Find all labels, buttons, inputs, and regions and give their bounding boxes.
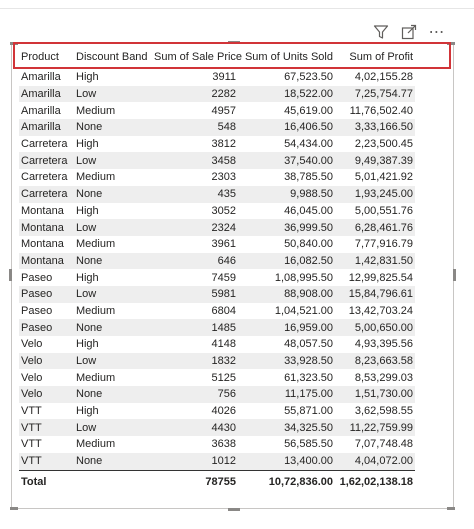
cell-sale-price: 3638: [211, 438, 236, 451]
cell-profit: 6,28,461.76: [335, 219, 415, 236]
total-profit: 1,62,02,138.18: [335, 470, 415, 493]
cell-sale-price: 5981: [152, 286, 238, 303]
cell-discount-band: Medium: [76, 238, 116, 251]
cell-units-sold: 88,908.00: [238, 286, 335, 303]
resize-handle[interactable]: [447, 507, 455, 510]
cell-product: Montana: [21, 204, 64, 217]
cell-sale-price: 7459: [211, 271, 236, 284]
resize-handle[interactable]: [228, 508, 240, 511]
table-row[interactable]: [19, 419, 415, 436]
resize-handle[interactable]: [10, 507, 18, 510]
table-row[interactable]: [19, 319, 415, 336]
cell-profit: 4,02,155.28: [354, 71, 413, 84]
cell-discount-band: None: [74, 119, 152, 136]
cell-units-sold: 13,400.00: [238, 453, 335, 470]
cell-sale-price: 3961: [211, 238, 236, 251]
cell-units-sold: 34,325.50: [238, 419, 335, 436]
cell-discount-band: Low: [74, 219, 152, 236]
table-row[interactable]: [19, 203, 415, 220]
cell-product: Carretera: [19, 186, 74, 203]
cell-product: Montana: [19, 253, 74, 270]
cell-units-sold: 18,522.00: [238, 86, 335, 103]
cell-profit: 8,23,663.58: [335, 353, 415, 370]
cell-discount-band: High: [76, 271, 99, 284]
table-row[interactable]: [19, 102, 415, 119]
cell-profit: 2,23,500.45: [354, 138, 413, 151]
cell-discount-band: Medium: [76, 171, 116, 184]
cell-profit: 9,49,387.39: [335, 152, 415, 169]
cell-units-sold: 9,988.50: [238, 186, 335, 203]
table-row[interactable]: [19, 69, 415, 86]
cell-profit: 11,22,759.99: [335, 419, 415, 436]
cell-discount-band: None: [74, 319, 152, 336]
total-units-sold: 10,72,836.00: [238, 470, 335, 493]
table-body: [19, 69, 415, 470]
cell-units-sold: 37,540.00: [238, 152, 335, 169]
cell-sale-price: 6804: [211, 304, 236, 317]
cell-profit: 11,76,502.40: [349, 104, 413, 117]
table-row[interactable]: [19, 453, 415, 470]
cell-profit: 5,01,421.92: [354, 171, 413, 184]
cell-units-sold: 16,959.00: [238, 319, 335, 336]
column-header-profit[interactable]: Sum of Profit: [349, 50, 413, 63]
cell-units-sold: 11,175.00: [238, 386, 335, 403]
resize-handle[interactable]: [453, 269, 456, 281]
cell-product: Velo: [19, 353, 74, 370]
cell-product: Paseo: [21, 271, 53, 284]
cell-units-sold: 33,928.50: [238, 353, 335, 370]
cell-sale-price: 2303: [211, 171, 236, 184]
cell-discount-band: High: [76, 138, 99, 151]
cell-discount-band: High: [76, 405, 99, 418]
table-row[interactable]: [19, 436, 415, 453]
cell-units-sold: 55,871.00: [284, 405, 333, 418]
cell-product: Amarilla: [19, 86, 74, 103]
cell-discount-band: None: [74, 386, 152, 403]
filter-icon[interactable]: [370, 22, 392, 42]
cell-profit: 4,93,395.56: [354, 338, 413, 351]
cell-discount-band: None: [74, 253, 152, 270]
cell-product: Velo: [21, 338, 43, 351]
cell-profit: 12,99,825.54: [348, 271, 413, 284]
cell-discount-band: None: [74, 186, 152, 203]
cell-sale-price: 646: [152, 253, 238, 270]
cell-units-sold: 50,840.00: [284, 238, 333, 251]
cell-product: Velo: [19, 386, 74, 403]
cell-product: Amarilla: [19, 119, 74, 136]
cell-units-sold: 61,323.50: [284, 371, 333, 384]
cell-product: Carretera: [21, 171, 68, 184]
cell-units-sold: 54,434.00: [284, 138, 333, 151]
cell-units-sold: 16,406.50: [238, 119, 335, 136]
table-row[interactable]: [19, 236, 415, 253]
cell-profit: 1,51,730.00: [335, 386, 415, 403]
cell-product: VTT: [19, 453, 74, 470]
cell-product: Velo: [21, 371, 43, 384]
table-row[interactable]: [19, 386, 415, 403]
cell-discount-band: High: [76, 204, 99, 217]
cell-product: VTT: [19, 419, 74, 436]
table-row[interactable]: [19, 336, 415, 353]
cell-product: Amarilla: [21, 71, 61, 84]
cell-profit: 1,93,245.00: [335, 186, 415, 203]
cell-units-sold: 1,08,995.50: [274, 271, 333, 284]
cell-discount-band: None: [74, 453, 152, 470]
column-header-sale-price[interactable]: Sum of Sale Price: [154, 50, 243, 63]
cell-discount-band: Medium: [76, 371, 116, 384]
cell-product: Montana: [19, 219, 74, 236]
table-row[interactable]: [19, 303, 415, 320]
cell-discount-band: Low: [74, 286, 152, 303]
cell-profit: 3,62,598.55: [354, 405, 413, 418]
top-divider: [0, 8, 474, 9]
cell-sale-price: 2324: [152, 219, 238, 236]
cell-discount-band: Medium: [76, 304, 116, 317]
cell-sale-price: 3911: [212, 71, 236, 84]
cell-sale-price: 3812: [211, 138, 236, 151]
cell-sale-price: 548: [152, 119, 238, 136]
cell-profit: 7,77,916.79: [354, 238, 413, 251]
cell-units-sold: 36,999.50: [238, 219, 335, 236]
cell-product: Montana: [21, 238, 64, 251]
total-sale-price: 78755: [152, 470, 238, 493]
cell-sale-price: 1485: [152, 319, 238, 336]
cell-product: Carretera: [19, 152, 74, 169]
cell-profit: 3,33,166.50: [335, 119, 415, 136]
cell-product: Paseo: [19, 319, 74, 336]
table-row[interactable]: [19, 269, 415, 286]
cell-units-sold: 16,082.50: [238, 253, 335, 270]
cell-discount-band: Low: [74, 419, 152, 436]
cell-product: VTT: [21, 405, 42, 418]
cell-profit: 8,53,299.03: [354, 371, 413, 384]
column-header-product[interactable]: Product: [21, 50, 59, 63]
table-row[interactable]: [19, 152, 415, 169]
cell-profit: 5,00,650.00: [335, 319, 415, 336]
table-row[interactable]: [19, 253, 415, 270]
cell-discount-band: High: [76, 338, 99, 351]
cell-sale-price: 2282: [152, 86, 238, 103]
cell-sale-price: 3458: [152, 152, 238, 169]
table-row[interactable]: [19, 219, 415, 236]
cell-profit: 7,07,748.48: [354, 438, 413, 451]
cell-sale-price: 4430: [152, 419, 238, 436]
cell-sale-price: 435: [152, 186, 238, 203]
cell-profit: 7,25,754.77: [335, 86, 415, 103]
table-row[interactable]: [19, 369, 415, 386]
cell-profit: 4,04,072.00: [335, 453, 415, 470]
cell-profit: 5,00,551.76: [354, 204, 413, 217]
focus-mode-icon[interactable]: [398, 22, 420, 42]
cell-product: VTT: [21, 438, 42, 451]
more-options-icon[interactable]: ⋯: [428, 24, 446, 41]
cell-units-sold: 45,619.00: [284, 104, 333, 117]
header-highlight-box: [13, 42, 451, 69]
cell-units-sold: 46,045.00: [284, 204, 333, 217]
cell-sale-price: 1012: [152, 453, 238, 470]
table-row[interactable]: [19, 186, 415, 203]
data-table: [19, 44, 415, 493]
cell-profit: 13,42,703.24: [348, 304, 413, 317]
cell-sale-price: 1832: [152, 353, 238, 370]
table-row[interactable]: [19, 353, 415, 370]
total-label: Total: [19, 470, 74, 493]
cell-profit: 1,42,831.50: [335, 253, 415, 270]
cell-profit: 15,84,796.61: [335, 286, 415, 303]
table-row[interactable]: [19, 119, 415, 136]
cell-sale-price: 4026: [211, 405, 236, 418]
cell-units-sold: 67,523.50: [284, 71, 333, 84]
cell-discount-band: Low: [74, 353, 152, 370]
cell-discount-band: High: [76, 71, 99, 84]
cell-product: Paseo: [19, 286, 74, 303]
cell-sale-price: 5125: [211, 371, 236, 384]
total-row: [19, 470, 415, 493]
cell-discount-band: Low: [74, 152, 152, 169]
total-cell: [74, 470, 152, 493]
table-row[interactable]: [19, 169, 415, 186]
cell-product: Amarilla: [21, 104, 61, 117]
table-row[interactable]: [19, 403, 415, 420]
column-header-units-sold[interactable]: Sum of Units Sold: [244, 50, 333, 63]
table-row[interactable]: [19, 136, 415, 153]
cell-product: Paseo: [21, 304, 53, 317]
cell-units-sold: 56,585.50: [284, 438, 333, 451]
cell-sale-price: 4148: [211, 338, 236, 351]
visual-header-toolbar: [370, 22, 448, 42]
cell-units-sold: 1,04,521.00: [274, 304, 333, 317]
resize-handle[interactable]: [9, 269, 12, 281]
table-row[interactable]: [19, 286, 415, 303]
cell-discount-band: Low: [74, 86, 152, 103]
cell-units-sold: 38,785.50: [284, 171, 333, 184]
cell-discount-band: Medium: [76, 104, 116, 117]
cell-sale-price: 3052: [211, 204, 236, 217]
cell-sale-price: 756: [152, 386, 238, 403]
cell-units-sold: 48,057.50: [284, 338, 333, 351]
cell-sale-price: 4957: [211, 104, 236, 117]
table-row[interactable]: [19, 86, 415, 103]
cell-product: Carretera: [21, 138, 68, 151]
column-header-discount-band[interactable]: Discount Band: [76, 50, 148, 63]
cell-discount-band: Medium: [76, 438, 116, 451]
